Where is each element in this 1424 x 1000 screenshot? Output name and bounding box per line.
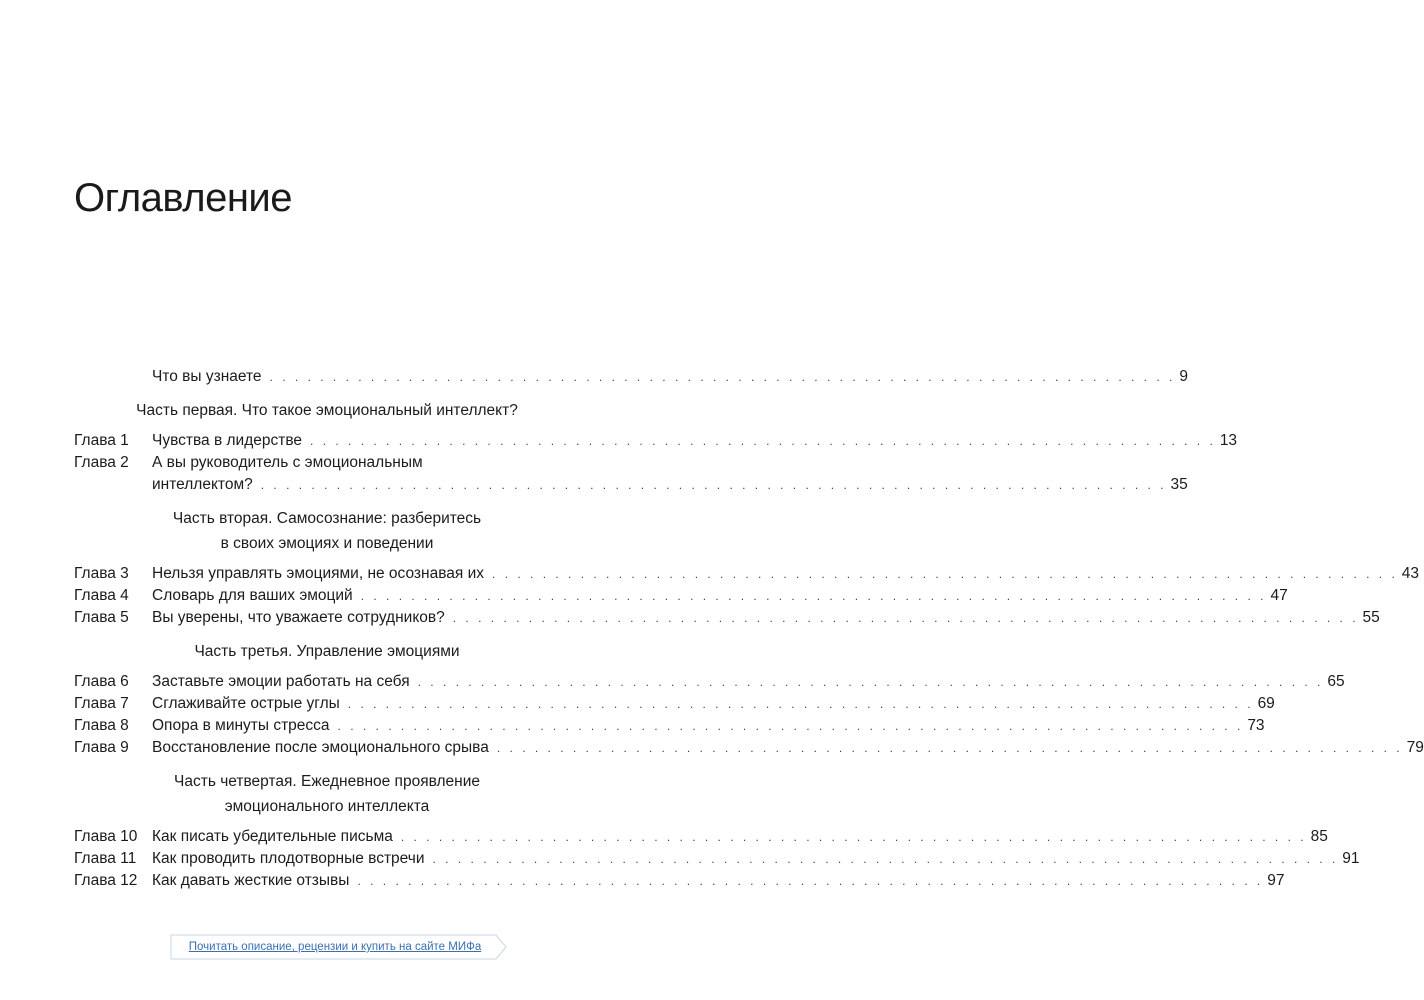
page-number: 9 <box>1179 368 1188 385</box>
page-number: 97 <box>1267 872 1285 889</box>
chapter-number: Глава 12 <box>74 872 138 889</box>
page-number: 35 <box>1170 476 1188 493</box>
toc-entry[interactable] <box>152 563 1420 585</box>
toc-entry[interactable] <box>152 585 1288 607</box>
page-title: Оглавление <box>74 176 293 220</box>
dot-leader: . . . . . . . . . . . . . . . . . . . . . . . . . . . . . . . . . . . . . . . . . . . . . . . . . . . . . . . . . . . . . . . . . . . . . . . . <box>260 478 1167 492</box>
entry-title: интеллектом? <box>152 476 253 493</box>
chapter-number: Глава 5 <box>74 609 129 626</box>
dot-leader: . . . . . . . . . . . . . . . . . . . . . . . . . . . . . . . . . . . . . . . . . . . . . . . . . . . . . . . . . . . . . . . . . . . . . . . . <box>452 611 1359 625</box>
dot-leader: . . . . . . . . . . . . . . . . . . . . . . . . . . . . . . . . . . . . . . . . . . . . . . . . . . . . . . . . . . . . . . . . . . . . . . . . <box>347 697 1254 711</box>
entry-title: Что вы узнаете <box>152 368 262 385</box>
part-heading: Часть третья. Управление эмоциями <box>194 643 460 660</box>
dot-leader: . . . . . . . . . . . . . . . . . . . . . . . . . . . . . . . . . . . . . . . . . . . . . . . . . . . . . . . . . . . . . . . . . . . . . . . . <box>360 589 1267 603</box>
toc-chapter-row <box>74 870 1285 892</box>
chapter-number: Глава 1 <box>74 432 129 449</box>
toc-entry[interactable] <box>152 474 1188 496</box>
toc-chapter-row <box>74 607 1380 629</box>
dot-leader: . . . . . . . . . . . . . . . . . . . . . . . . . . . . . . . . . . . . . . . . . . . . . . . . . . . . . . . . . . . . . . . . . . . . . . . . <box>337 719 1244 733</box>
toc-chapter-row <box>74 693 1275 715</box>
dot-leader: . . . . . . . . . . . . . . . . . . . . . . . . . . . . . . . . . . . . . . . . . . . . . . . . . . . . . . . . . . . . . . . . . . . . . . . . <box>400 830 1307 844</box>
page-number: 13 <box>1219 432 1238 449</box>
toc-intro-row <box>74 366 1188 388</box>
dot-leader: . . . . . . . . . . . . . . . . . . . . . . . . . . . . . . . . . . . . . . . . . . . . . . . . . . . . . . . . . . . . . . . . . . . . . . . . <box>417 675 1324 689</box>
toc-entry[interactable] <box>152 693 1275 715</box>
chapter-number: Глава 11 <box>74 850 137 867</box>
dot-leader: . . . . . . . . . . . . . . . . . . . . . . . . . . . . . . . . . . . . . . . . . . . . . . . . . . . . . . . . . . . . . . . . . . . . . . . . <box>496 741 1403 755</box>
toc-entry[interactable] <box>152 870 1285 892</box>
chapter-number: Глава 7 <box>74 695 129 712</box>
entry-title: Словарь для ваших эмоций <box>152 587 353 604</box>
chapter-number: Глава 2 <box>74 454 129 471</box>
toc-chapter-row <box>74 585 1288 607</box>
entry-title: Сглаживайте острые углы <box>152 695 340 712</box>
part-heading: Часть первая. Что такое эмоциональный интеллект? <box>136 402 518 419</box>
chapter-number: Глава 8 <box>74 717 129 734</box>
part-heading: в своих эмоциях и поведении <box>220 535 434 552</box>
toc-entry[interactable] <box>152 826 1328 848</box>
entry-title: Заставьте эмоции работать на себя <box>152 673 410 690</box>
entry-title: Опора в минуты стресса <box>152 717 330 734</box>
toc-entry[interactable] <box>152 607 1380 629</box>
part-heading: эмоционального интеллекта <box>224 798 430 815</box>
page-number: 73 <box>1247 717 1265 734</box>
toc-chapter-row <box>74 563 1420 585</box>
dot-leader: . . . . . . . . . . . . . . . . . . . . . . . . . . . . . . . . . . . . . . . . . . . . . . . . . . . . . . . . . . . . . . . . . . . . . . . . <box>492 567 1398 581</box>
toc-chapter-row <box>74 452 580 474</box>
dot-leader: . . . . . . . . . . . . . . . . . . . . . . . . . . . . . . . . . . . . . . . . . . . . . . . . . . . . . . . . . . . . . . . . . . . . . . . . <box>269 370 1176 384</box>
toc-chapter-row <box>74 715 1265 737</box>
chapter-number: Глава 6 <box>74 673 129 690</box>
toc-chapter-row <box>74 848 1360 870</box>
toc-entry[interactable] <box>152 715 1265 737</box>
entry-title: Нельзя управлять эмоциями, не осознавая их <box>152 565 485 582</box>
page-number: 55 <box>1362 609 1380 626</box>
chapter-number: Глава 10 <box>74 828 138 845</box>
chapter-number: Глава 4 <box>74 587 129 604</box>
toc-chapter-row <box>74 671 1345 693</box>
toc-chapter-row <box>74 826 1328 848</box>
toc-entry[interactable] <box>152 430 1238 452</box>
toc-entry[interactable] <box>152 848 1360 870</box>
entry-title: Как проводить плодотворные встречи <box>152 850 425 867</box>
entry-title: Чувства в лидерстве <box>152 432 303 449</box>
toc-chapter-row-continued <box>74 474 1188 496</box>
part-heading: Часть вторая. Самосознание: разберитесь <box>172 510 482 527</box>
page-number: 69 <box>1257 695 1275 712</box>
part-heading: Часть четвертая. Ежедневное проявление <box>174 773 480 790</box>
page-number: 85 <box>1310 828 1328 845</box>
page-number: 43 <box>1401 565 1420 582</box>
page-number: 79 <box>1406 739 1424 756</box>
chapter-number: Глава 3 <box>74 565 129 582</box>
entry-title: Вы уверены, что уважаете сотрудников? <box>152 609 445 626</box>
toc-entry[interactable] <box>152 737 1424 759</box>
promo-link-text[interactable]: Почитать описание, рецензии и купить на сайте МИФа <box>188 941 482 953</box>
page-number: 65 <box>1327 673 1345 690</box>
entry-title: Как писать убедительные письма <box>152 828 393 845</box>
entry-title: Как давать жесткие отзывы <box>152 872 350 889</box>
entry-title[interactable]: А вы руководитель с эмоциональным <box>152 454 423 471</box>
entry-title: Восстановление после эмоционального срыва <box>152 739 489 756</box>
chapter-number: Глава 9 <box>74 739 129 756</box>
toc-entry[interactable] <box>152 671 1345 693</box>
dot-leader: . . . . . . . . . . . . . . . . . . . . . . . . . . . . . . . . . . . . . . . . . . . . . . . . . . . . . . . . . . . . . . . . . . . . . . . . <box>357 874 1264 888</box>
toc-chapter-row <box>74 737 1424 759</box>
dot-leader: . . . . . . . . . . . . . . . . . . . . . . . . . . . . . . . . . . . . . . . . . . . . . . . . . . . . . . . . . . . . . . . . . . . . . . . . <box>310 434 1216 448</box>
page-number: 47 <box>1270 587 1288 604</box>
page-number: 91 <box>1342 850 1360 867</box>
dot-leader: . . . . . . . . . . . . . . . . . . . . . . . . . . . . . . . . . . . . . . . . . . . . . . . . . . . . . . . . . . . . . . . . . . . . . . . . <box>432 852 1339 866</box>
promo-link[interactable] <box>170 934 508 960</box>
toc-chapter-row <box>74 430 1238 452</box>
toc-entry[interactable] <box>152 366 1188 388</box>
